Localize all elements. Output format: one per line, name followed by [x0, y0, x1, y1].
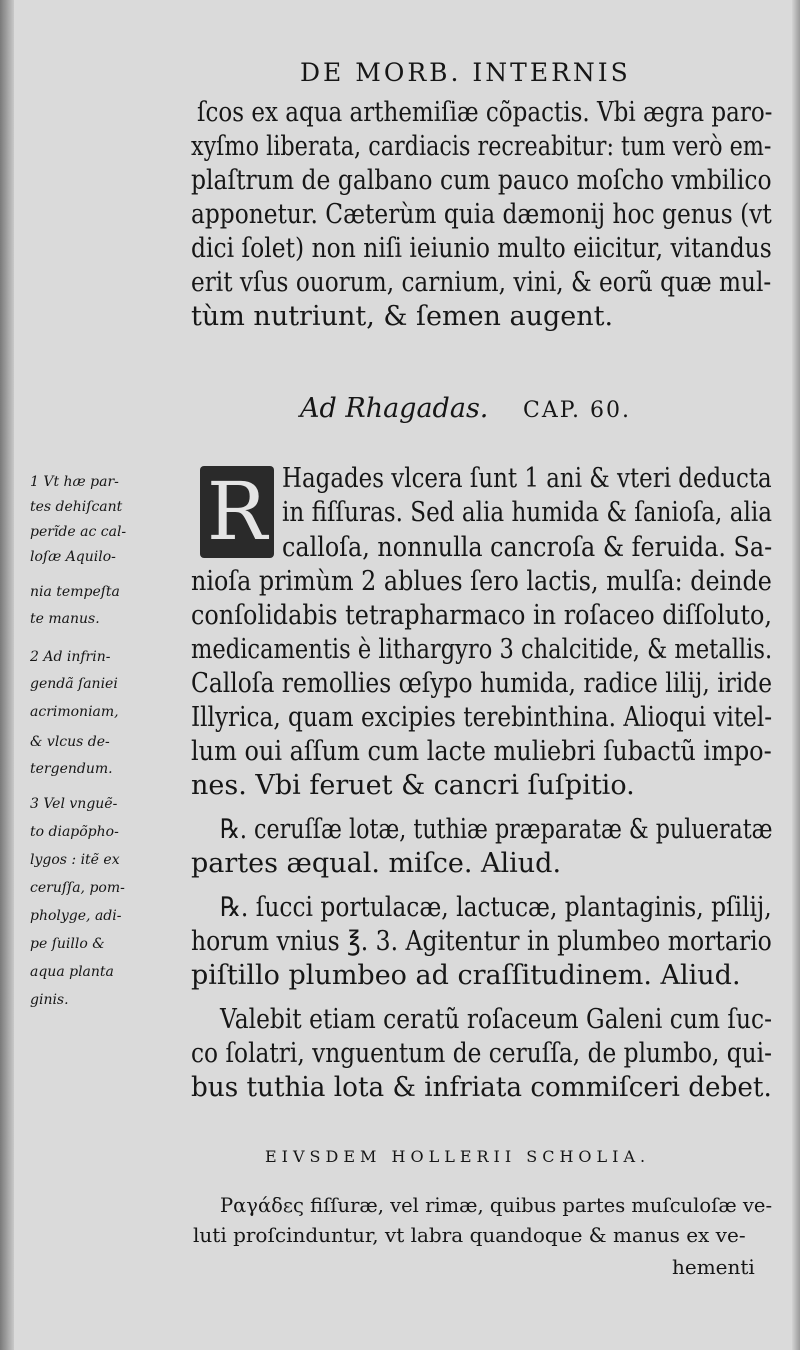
text-line: nioſa primùm 2 ablues ſero lactis, mulſa: deinde	[191, 566, 772, 597]
text-line: apponetur. Cæterùm quia dæmonij hoc genus (vt	[191, 199, 772, 230]
marginal-note: te manus.	[30, 611, 100, 627]
chapter-title: Ad Rhagadas.	[300, 393, 489, 424]
marginal-note: to diapõpho-	[30, 824, 119, 840]
text-line: conſolidabis tetrapharmaco in roſaceo diſſoluto,	[191, 600, 772, 631]
text-line: tùm nutriunt, & ſemen augent.	[191, 301, 614, 332]
text-line: nes. Vbi feruet & cancri ſuſpitio.	[191, 770, 635, 801]
text-line: Illyrica, quam excipies terebinthina. Alioqui vitel-	[191, 702, 773, 733]
text-line: plaſtrum de galbano cum pauco moſcho vmbilico	[191, 165, 772, 196]
page-gutter-shadow	[0, 0, 14, 1350]
marginal-note: pholyge, adi-	[30, 908, 122, 924]
marginal-note: perĩde ac cal-	[30, 524, 127, 540]
text-line: horum vnius ℥. 3. Agitentur in plumbeo mortario	[191, 926, 772, 957]
scholia-catchword: hementi	[672, 1255, 755, 1279]
marginal-note: ginis.	[30, 992, 69, 1008]
text-line: in fiſſuras. Sed alia humida & ſanioſa, alia	[282, 497, 772, 528]
marginal-note: tergendum.	[30, 761, 113, 777]
text-line: co ſolatri, vnguentum de ceruſſa, de plumbo, qui-	[191, 1038, 772, 1069]
scholia-line: luti proſcinduntur, vt labra quandoque & manus ex ve-	[193, 1223, 746, 1247]
marginal-note: 3 Vel vnguẽ-	[30, 796, 118, 812]
decorated-initial	[200, 466, 274, 558]
marginal-note: 1 Vt hæ par-	[30, 474, 119, 490]
running-title: DE MORB. INTERNIS	[300, 58, 631, 87]
text-line: medicamentis è lithargyro 3 chalcitide, & metallis.	[191, 634, 773, 665]
marginal-note: 2 Ad infrin-	[30, 649, 111, 665]
text-line: calloſa, nonnulla cancroſa & feruida. Sa-	[282, 532, 773, 563]
text-line: dici ſolet) non niſi ieiunio multo eiicitur, vitandus	[191, 233, 772, 264]
chapter-heading	[300, 393, 631, 424]
text-line: xyſmo liberata, cardiacis recreabitur: tum verò em-	[191, 131, 772, 162]
text-line: Calloſa remollies œſypo humida, radice lilij, iride	[191, 668, 773, 699]
scholia-heading: EIVSDEM HOLLERII SCHOLIA.	[265, 1147, 651, 1166]
marginal-note: loſæ Aquilo-	[30, 549, 116, 565]
marginal-note: tes dehiſcant	[30, 499, 123, 515]
initial-letter: R	[206, 465, 268, 558]
text-line: lum oui aſſum cum lacte muliebri ſubactũ impo-	[191, 736, 772, 767]
text-line: partes æqual. miſce. Aliud.	[191, 848, 562, 879]
marginal-note: acrimoniam,	[30, 704, 119, 720]
text-line: Valebit etiam ceratũ roſaceum Galeni cum ſuc-	[220, 1004, 773, 1035]
text-line: piſtillo plumbeo ad craſſitudinem. Aliud.	[191, 960, 741, 991]
text-line: bus tuthia lota & infriata commiſceri debet.	[191, 1072, 772, 1103]
marginal-note: pe ſuillo &	[30, 936, 105, 952]
marginal-note: ceruſſa, pom-	[30, 880, 125, 896]
marginal-note: nia tempeſta	[30, 584, 120, 600]
chapter-number: CAP. 60.	[522, 398, 632, 423]
text-line: erit vſus ouorum, carnium, vini, & eorũ quæ mul-	[191, 267, 772, 298]
marginal-note: gendã ſaniei	[30, 676, 118, 692]
text-line: Hagades vlcera ſunt 1 ani & vteri deducta	[282, 463, 772, 494]
scholia-line: Ραγάδες fiſſuræ, vel rimæ, quibus partes muſculoſæ ve-	[220, 1193, 773, 1217]
marginal-note: lygos : itẽ ex	[30, 852, 120, 868]
text-line: ſcos ex aqua arthemiſiæ cõpactis. Vbi ægra paro-	[197, 97, 773, 128]
text-line: ℞. ſucci portulacæ, lactucæ, plantaginis, pſilij,	[220, 892, 772, 923]
text-line: ℞. ceruſſæ lotæ, tuthiæ præparatæ & pulueratæ	[220, 814, 773, 845]
page-edge-shadow	[792, 0, 800, 1350]
marginal-note: aqua planta	[30, 964, 114, 980]
marginal-note: & vlcus de-	[30, 734, 110, 750]
